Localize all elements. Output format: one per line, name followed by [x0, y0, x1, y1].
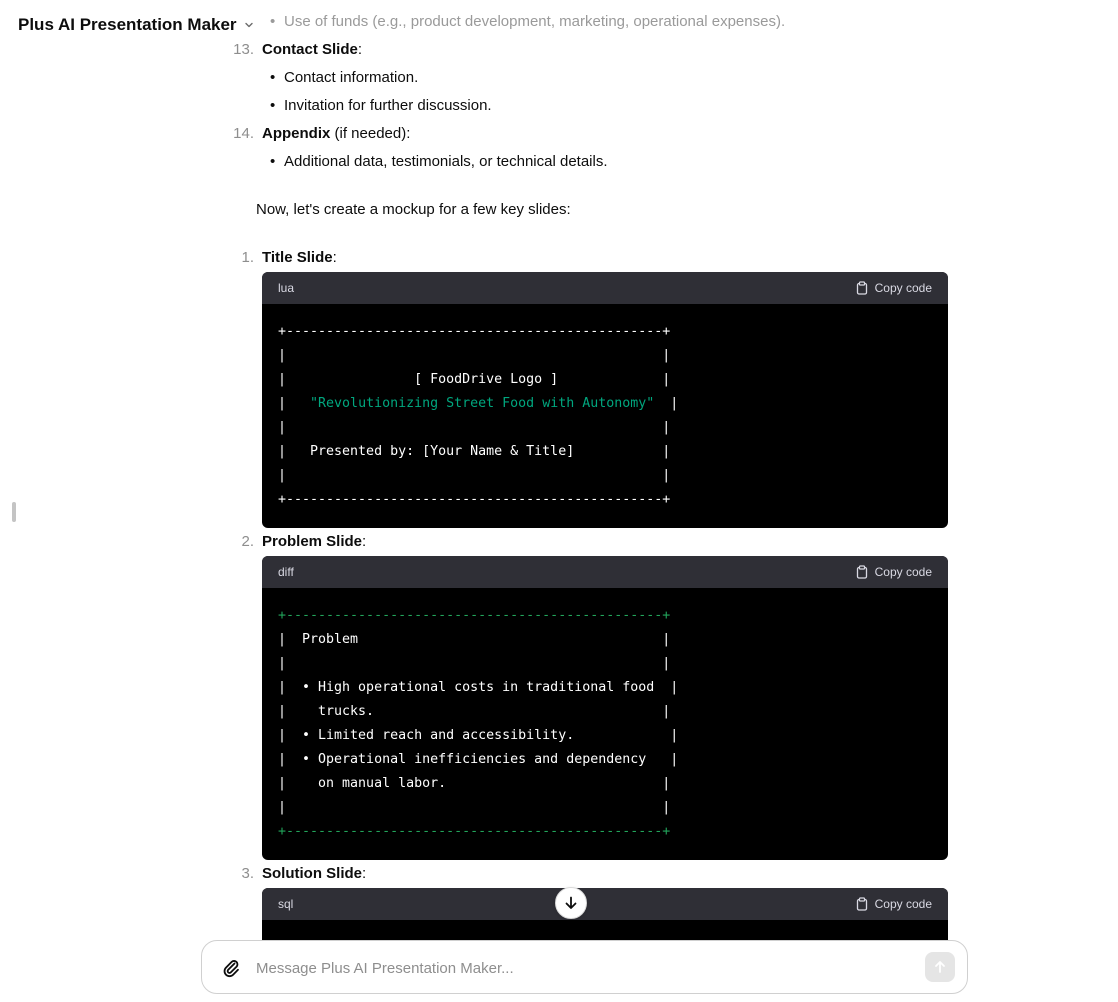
bullet-text: Invitation for further discussion.: [284, 97, 492, 114]
code-block-sql: [262, 888, 948, 940]
sidebar-toggle-handle[interactable]: [12, 502, 16, 522]
bullet-text: Additional data, testimonials, or technical details.: [284, 153, 608, 170]
list-item-contact-slide: Contact Slide:: [262, 41, 363, 58]
code-language-label: sql: [278, 897, 294, 911]
clipboard-icon: [855, 281, 869, 295]
message-composer: [201, 940, 968, 994]
code-block-diff: [262, 556, 948, 860]
code-header: [262, 888, 948, 920]
code-language-label: lua: [278, 281, 295, 295]
copy-code-label: Copy code: [874, 565, 932, 579]
arrow-down-icon: [563, 895, 579, 911]
list-number: 13.: [233, 41, 254, 58]
scroll-to-bottom-button[interactable]: [555, 887, 587, 919]
top-bar: [0, 0, 1118, 52]
list-item-appendix: Appendix (if needed):: [262, 125, 411, 142]
code-line: | "Revolutionizing Street Food with Autonomy" |: [278, 396, 679, 411]
code-line: +-----------------------------------------------+: [278, 824, 671, 839]
app-title: Plus AI Presentation Maker: [18, 15, 237, 34]
code-line: | • Limited reach and accessibility. |: [278, 728, 679, 743]
code-line: | |: [278, 348, 671, 363]
code-line: | |: [278, 468, 671, 483]
clipboard-icon: [855, 565, 869, 579]
list-number: 1.: [241, 249, 254, 266]
model-selector[interactable]: [18, 15, 255, 35]
faded-bullet-text: Use of funds (e.g., product development, marketing, operational expenses).: [284, 13, 786, 30]
code-line: | |: [278, 656, 671, 671]
copy-code-label: Copy code: [874, 897, 932, 911]
code-line: | [ FoodDrive Logo ] |: [278, 372, 671, 387]
code-line: | Problem |: [278, 632, 671, 647]
copy-code-button[interactable]: [855, 565, 932, 579]
paperclip-icon[interactable]: [220, 957, 242, 979]
intro-paragraph: Now, let's create a mockup for a few key slides:: [256, 201, 571, 218]
code-header: [262, 556, 948, 588]
copy-code-button[interactable]: [855, 897, 932, 911]
code-header: [262, 272, 948, 304]
clipboard-icon: [855, 897, 869, 911]
code-content: [262, 588, 948, 844]
code-language-label: diff: [278, 565, 294, 579]
bullet-dot: •: [270, 97, 276, 114]
code-line: | Presented by: [Your Name & Title] |: [278, 444, 671, 459]
code-line: | • Operational inefficiencies and dependency |: [278, 752, 679, 767]
bullet-dot: •: [270, 69, 276, 86]
list-number: 3.: [241, 865, 254, 882]
code-line: +-----------------------------------------------+: [278, 492, 671, 507]
code-line: | |: [278, 420, 671, 435]
code-line: | |: [278, 800, 671, 815]
arrow-up-icon: [933, 960, 947, 974]
code-line: +-----------------------------------------------+: [278, 608, 671, 623]
message-input[interactable]: [256, 953, 916, 983]
list-item-title-slide: Title Slide:: [262, 249, 337, 266]
bullet-dot: •: [270, 13, 276, 30]
list-number: 14.: [233, 125, 254, 142]
list-item-solution-slide: Solution Slide:: [262, 865, 367, 882]
code-line: | trucks. |: [278, 704, 671, 719]
code-line: +-----------------------------------------------+: [278, 324, 671, 339]
bullet-text: Contact information.: [284, 69, 419, 86]
code-content: [262, 304, 948, 512]
copy-code-button[interactable]: [855, 281, 932, 295]
list-item-problem-slide: Problem Slide:: [262, 533, 367, 550]
send-button[interactable]: [925, 952, 955, 982]
list-number: 2.: [241, 533, 254, 550]
composer-area: [0, 940, 1118, 1002]
bullet-dot: •: [270, 153, 276, 170]
code-block-lua: [262, 272, 948, 528]
code-line: | • High operational costs in traditional food |: [278, 680, 679, 695]
chevron-down-icon: [243, 19, 255, 31]
copy-code-label: Copy code: [874, 281, 932, 295]
code-line: | on manual labor. |: [278, 776, 671, 791]
